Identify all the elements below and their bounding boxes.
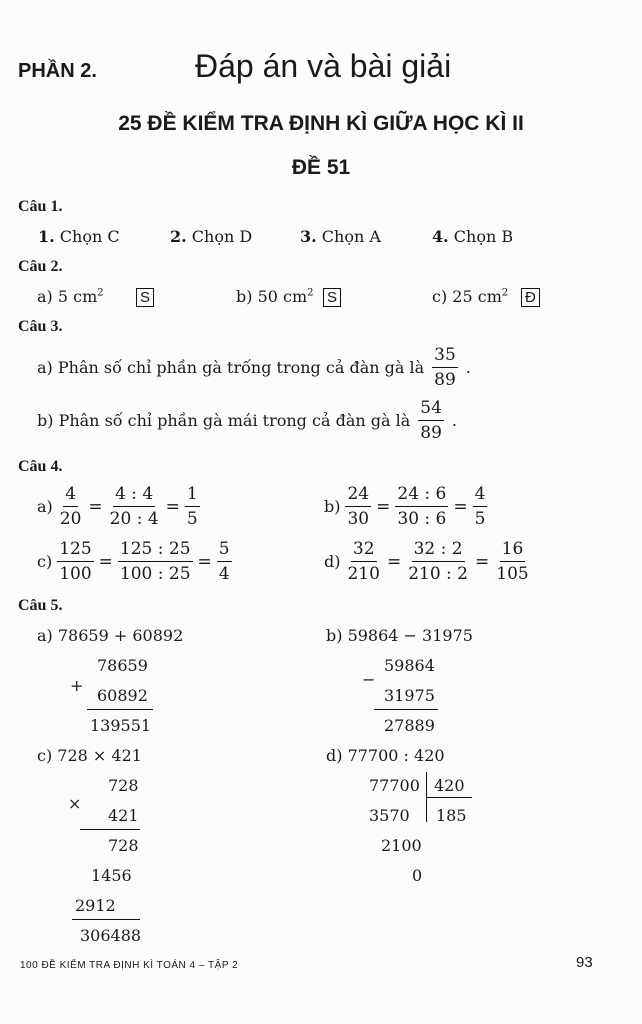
q1-answer-1: 1. Chọn C (38, 227, 120, 246)
q5b-operand-2: 31975 (384, 686, 435, 705)
q5c-partial-2: 1456 (91, 866, 132, 885)
q5a-operand-2: 60892 (97, 686, 148, 705)
q5d-remainder-1: 3570 (369, 806, 410, 825)
q5c-line-2 (72, 919, 140, 920)
q5b-operator: − (362, 670, 376, 689)
q5b-result-line (374, 709, 438, 710)
question-1-label: Câu 1. (18, 198, 63, 215)
q5c-result: 306488 (80, 926, 142, 945)
question-5-label: Câu 5. (18, 597, 63, 614)
question-4-label: Câu 4. (18, 458, 63, 475)
q5c-operand-1: 728 (108, 776, 139, 795)
q5c-partial-1: 728 (108, 836, 139, 855)
q5b-result: 27889 (384, 716, 435, 735)
section-subtitle: 25 ĐỀ KIỂM TRA ĐỊNH KÌ GIỮA HỌC KÌ II (118, 112, 524, 135)
q5c-line-1 (80, 829, 140, 830)
q3-fraction-b: $\frac{54}{89}$ (420, 398, 442, 443)
q5c-partial-3: 2912 (75, 896, 116, 915)
footer-book-title: 100 ĐỀ KIỂM TRA ĐỊNH KÌ TOÁN 4 – TẬP 2 (20, 960, 239, 971)
q4-part-d: d) $\frac{32}{210}$ = $\frac{32 : 2}{210 : 2}$ = $\frac{16}{105}$ (324, 539, 529, 584)
q2-box-a: S (136, 287, 154, 307)
q1-answer-4: 4. Chọn B (432, 227, 514, 246)
q3-part-a: a) Phân số chỉ phần gà trống trong cả đàn gà là $\frac{35}{89}$ . (37, 345, 471, 390)
q5d-remainder-3: 0 (412, 866, 423, 885)
q2-item-b: b) 50 $cm^2$ (236, 287, 314, 306)
q5c-title: c) 728 × 421 (37, 746, 142, 765)
q5d-quotient-line (426, 797, 472, 798)
q3-part-b: b) Phân số chỉ phần gà mái trong cả đàn gà là $\frac{54}{89}$ . (37, 398, 458, 443)
page-number: 93 (576, 954, 593, 971)
q5d-title: d) 77700 : 420 (326, 746, 445, 765)
q3-fraction-a: $\frac{35}{89}$ (434, 345, 456, 390)
q5a-result: 139551 (90, 716, 152, 735)
exam-number: ĐỀ 51 (291, 156, 351, 179)
q5d-remainder-2: 2100 (381, 836, 422, 855)
page-title: Đáp án và bài giải (195, 48, 452, 84)
q5b-title: b) 59864 − 31975 (326, 626, 473, 645)
q5b-operand-1: 59864 (384, 656, 435, 675)
q4-part-a: a) $\frac{4}{20}$ = $\frac{4 : 4}{20 : 4}$ = $\frac{1}{5}$ (37, 484, 198, 529)
q1-answer-3: 3. Chọn A (300, 227, 381, 246)
question-2-label: Câu 2. (18, 258, 63, 275)
q5d-quotient: 185 (436, 806, 467, 825)
q5a-title: a) 78659 + 60892 (37, 626, 184, 645)
question-3-label: Câu 3. (18, 318, 63, 335)
q4-part-b: b) $\frac{24}{30}$ = $\frac{24 : 6}{30 : 6}$ = $\frac{4}{5}$ (324, 484, 486, 529)
q5a-operand-1: 78659 (97, 656, 148, 675)
q2-item-c: c) 25 $cm^2$ (432, 287, 509, 306)
q2-box-c: Đ (521, 287, 540, 307)
q1-answer-2: 2. Chọn D (170, 227, 253, 246)
q2-box-b: S (323, 287, 341, 307)
q2-item-a: a) 5 $cm^2$ (37, 287, 104, 306)
part-label: PHẦN 2. (18, 60, 97, 82)
q5a-result-line (87, 709, 153, 710)
q4-part-c: c) $\frac{125}{100}$ = $\frac{125 : 25}{100 : 25}$ = $\frac{5}{4}$ (37, 539, 230, 584)
q5d-divisor: 420 (434, 776, 465, 795)
q5a-operator: + (70, 676, 84, 695)
q5d-dividend: 77700 (369, 776, 420, 795)
q5c-operator: × (68, 794, 82, 813)
q5c-operand-2: 421 (108, 806, 139, 825)
